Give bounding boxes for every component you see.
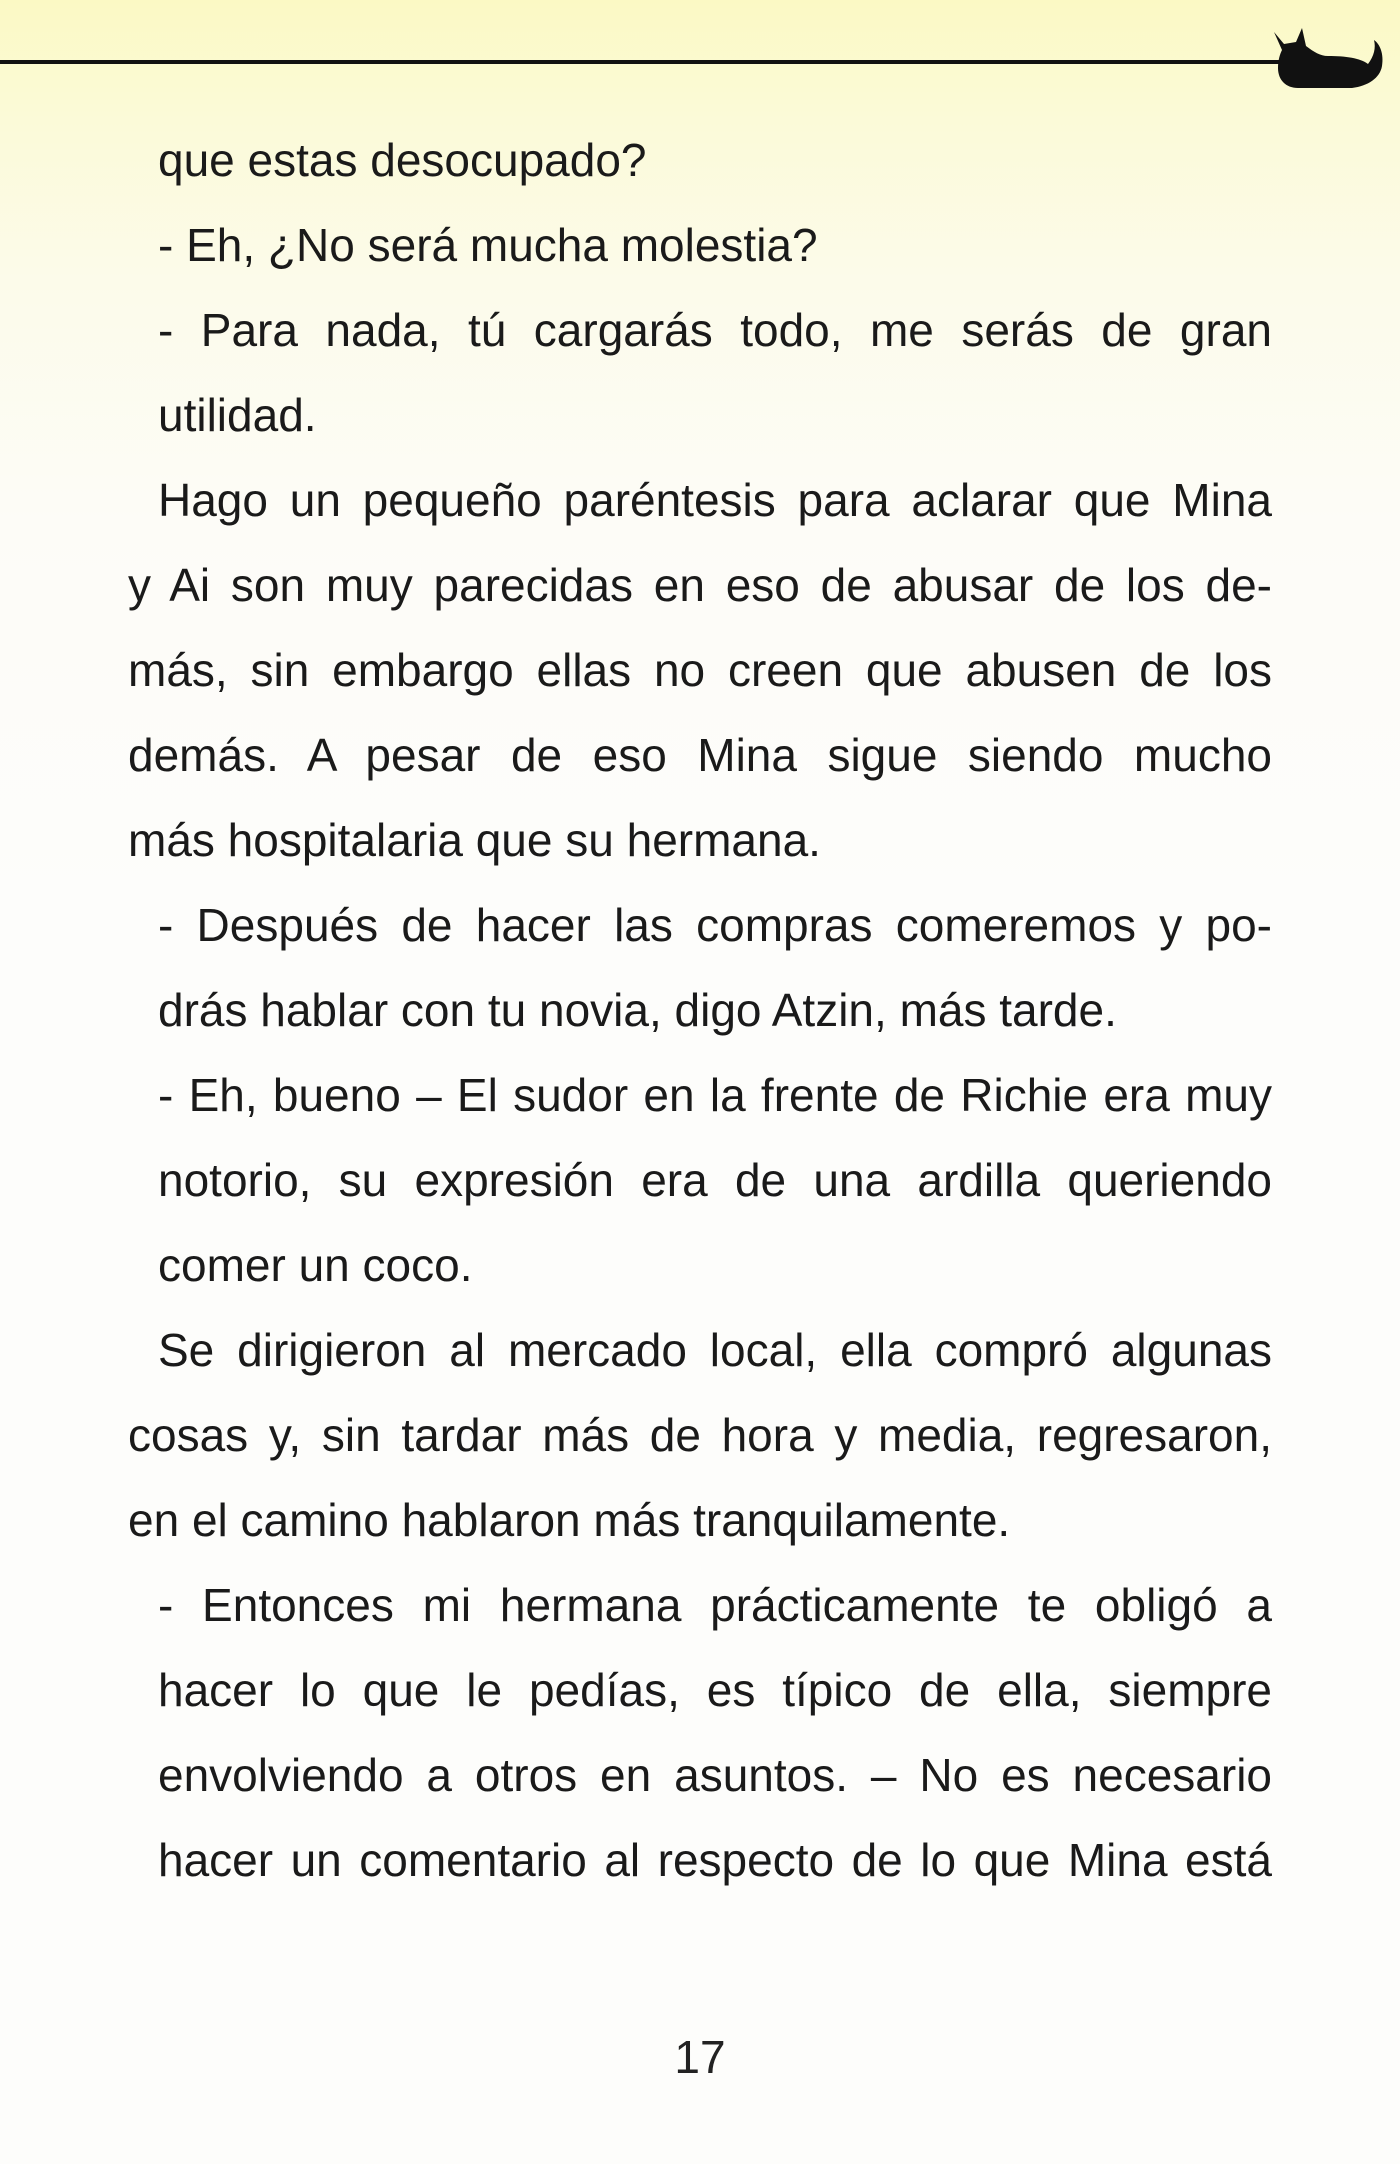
text-line: más, sin embargo ellas no creen que abusen de los xyxy=(128,644,1272,696)
text-line: cosas y, sin tardar más de hora y media, regresaron, xyxy=(128,1409,1272,1461)
text-line: en el camino hablaron más tranquilamente. xyxy=(128,1494,1011,1546)
text-line: más hospitalaria que su hermana. xyxy=(128,814,821,866)
text-line: y Ai son muy parecidas en eso de abusar de los de- xyxy=(128,559,1272,611)
text-line: demás. A pesar de eso Mina sigue siendo mucho xyxy=(128,729,1272,781)
text-line: - Para nada, tú cargarás todo, me serás de gran xyxy=(158,304,1272,356)
text-line: drás hablar con tu novia, digo Atzin, más tarde. xyxy=(158,984,1117,1036)
text-line: - Después de hacer las compras comeremos y po- xyxy=(158,899,1272,951)
text-line: notorio, su expresión era de una ardilla queriendo xyxy=(158,1154,1272,1206)
text-line: comer un coco. xyxy=(158,1239,473,1291)
body-text xyxy=(128,118,1272,1903)
text-line: - Entonces mi hermana prácticamente te obligó a xyxy=(158,1579,1272,1631)
page-number: 17 xyxy=(674,2031,726,2083)
text-line: envolviendo a otros en asuntos. – No es necesario xyxy=(158,1749,1272,1801)
text-line: que estas desocupado? xyxy=(158,134,647,186)
text-line: Hago un pequeño paréntesis para aclarar que Mina xyxy=(158,474,1272,526)
cat-icon xyxy=(1268,22,1384,92)
text-line: - Eh, bueno – El sudor en la frente de Richie era muy xyxy=(158,1069,1272,1121)
text-line: utilidad. xyxy=(158,389,317,441)
text-line: Se dirigieron al mercado local, ella compró algunas xyxy=(158,1324,1272,1376)
text-line: hacer un comentario al respecto de lo que Mina está xyxy=(158,1834,1272,1886)
text-line: hacer lo que le pedías, es típico de ella, siempre xyxy=(158,1664,1272,1716)
text-line: - Eh, ¿No será mucha molestia? xyxy=(158,219,818,271)
header-rule xyxy=(0,60,1280,64)
